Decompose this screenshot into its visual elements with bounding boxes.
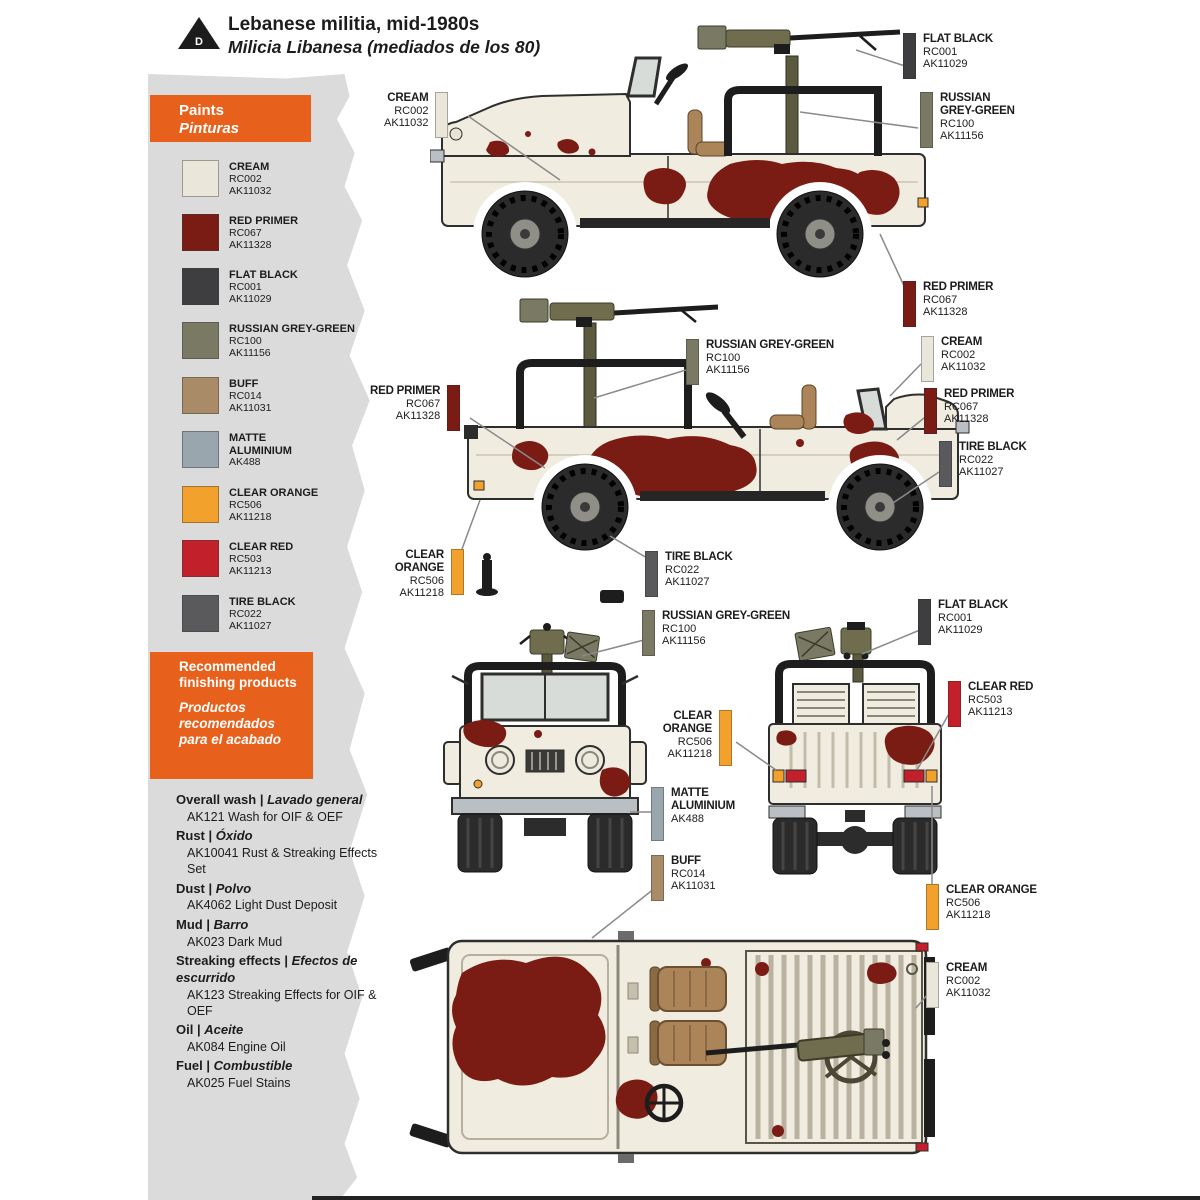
vehicle-front-view-illustration [438,622,653,892]
seat [650,967,726,1011]
callout-clear-orange: CLEAR ORANGE RC506 AK11218 [926,884,1037,930]
callout-red-primer: RED PRIMER RC067 AK11328 [370,385,470,431]
paint-item-cream: CREAM RC002 AK11032 [182,160,369,197]
paint-item-tire-black: TIRE BLACK RC022 AK11027 [182,595,369,632]
callout-cream: CREAM RC002 AK11032 [926,962,990,1008]
finishing-title-en: Recommended finishing products [179,659,297,690]
finishing-panel-header [150,652,313,779]
paints-panel-header [150,95,311,142]
list-item: Mud | Barro AK023 Dark Mud [176,916,283,949]
mirror [618,1154,634,1163]
paints-title-en: Paints [179,102,225,119]
callout-tire-black: TIRE BLACK RC022 AK11027 [645,551,733,597]
bottom-rule [312,1196,1200,1200]
step-marker-triangle-icon [176,14,222,52]
list-item: Dust | Polvo AK4062 Light Dust Deposit [176,880,338,913]
color-chip [182,595,219,632]
color-swatch [924,388,937,434]
color-swatch [645,551,658,597]
machine-gun [841,622,871,682]
color-chip [182,540,219,577]
color-chip [182,377,219,414]
callout-flat-black: FLAT BLACK RC001 AK11029 [903,33,993,79]
callout-clear-red: CLEAR RED RC503 AK11213 [948,681,1033,727]
rear-bumper [924,1059,935,1137]
brush-guard-bar [409,947,453,972]
seat [688,110,730,156]
color-swatch [918,599,931,645]
list-item: Streaking effects | Efectos de escurrido AK123 Streaking Effects for OIF & OEF [176,952,377,1018]
paint-item-matte-aluminium: MATTE ALUMINIUM AK488 [182,431,319,469]
roll-cage [728,90,878,156]
bumperette [905,806,941,818]
callout-russian-grey-green: RUSSIAN GREY-GREEN RC100 AK11156 [686,339,841,385]
callout-cream: CREAM RC002 AK11032 [921,336,985,382]
callout-cream: CREAM RC002 AK11032 [384,92,470,138]
wheel [482,191,568,277]
tail-light [916,1143,928,1151]
axle [524,818,566,836]
callout-russian-grey-green: RUSSIAN GREY-GREEN RC100 AK11156 [920,92,1018,148]
paint-item-red-primer: RED PRIMER RC067 AK11328 [182,214,369,251]
color-swatch [939,441,952,487]
color-swatch [926,962,939,1008]
svg-text:D: D [195,36,203,48]
steering-wheel [647,1086,681,1120]
color-chip [182,431,219,468]
list-item: Rust | Óxido AK10041 Rust & Streaking Effects Set [176,828,378,877]
vehicle-rear-view-illustration [745,622,965,892]
jerry-can [795,627,835,661]
callout-red-primer: RED PRIMER RC067 AK11328 [924,388,1014,434]
color-swatch [651,787,664,841]
front-bumper [452,798,638,814]
headlight [486,746,514,774]
color-swatch [921,336,934,382]
fuel-pump-accessory [476,553,498,596]
seat [770,385,816,429]
color-swatch [435,92,448,138]
vehicle-side-view-1-illustration [430,22,940,282]
paint-item-russian-grey-green: RUSSIAN GREY-GREEN RC100 AK11156 [182,322,369,359]
differential [841,826,869,854]
seat [650,1021,726,1065]
paint-item-buff: BUFF RC014 AK11031 [182,377,369,414]
callout-red-primer: RED PRIMER RC067 AK11328 [903,281,993,327]
callout-buff: BUFF RC014 AK11031 [651,855,715,901]
color-swatch [903,281,916,327]
color-chip [182,214,219,251]
turn-signal [474,780,482,788]
jack-accessory [600,590,624,603]
paint-item-clear-red: CLEAR RED RC503 AK11213 [182,540,369,577]
color-swatch [948,681,961,727]
callout-matte-aluminium: MATTE ALUMINIUM AK488 [651,787,751,841]
seat-backs [793,684,919,724]
list-item: Fuel | Combustible AK025 Fuel Stains [176,1058,293,1091]
callout-tire-black: TIRE BLACK RC022 AK11027 [939,441,1027,487]
color-chip [182,486,219,523]
mirror [618,931,634,940]
callout-clear-orange: CLEAR ORANGE RC506 AK11218 [356,549,464,599]
color-swatch [447,385,460,431]
callout-flat-black: FLAT BLACK RC001 AK11029 [918,599,1008,645]
finishing-products-list [176,792,384,1094]
page-subtitle: Milicia Libanesa (mediados de los 80) [228,37,541,57]
bumperette [769,806,805,818]
color-chip [182,160,219,197]
wheel [837,464,923,550]
callout-russian-grey-green: RUSSIAN GREY-GREEN RC100 AK11156 [642,610,797,656]
wheel [542,464,628,550]
headlight [576,746,604,774]
color-chip [182,268,219,305]
color-swatch [651,855,664,901]
page-title: Lebanese militia, mid-1980s [228,14,480,35]
paint-item-clear-orange: CLEAR ORANGE RC506 AK11218 [182,486,369,523]
finishing-title-es: Productos recomendados para el acabado [179,699,282,747]
vehicle-hood [442,94,630,156]
windshield [628,58,660,96]
color-swatch [903,33,916,79]
color-chip [182,322,219,359]
jerry-can [564,632,599,662]
list-item: Overall wash | Lavado general AK121 Wash for OIF & OEF [176,792,363,824]
color-swatch [920,92,933,148]
roll-cage [520,363,688,429]
tail-light [916,943,928,951]
vehicle-top-view-illustration [406,925,936,1170]
wheel [777,191,863,277]
color-swatch [686,339,699,385]
color-swatch [719,710,732,766]
callout-clear-orange: CLEAR ORANGE RC506 AK11218 [652,710,734,766]
brush-guard-bar [409,1123,453,1148]
list-item: Oil | Aceite AK084 Engine Oil [176,1022,286,1054]
color-swatch [451,549,464,595]
rear-signal-light [474,481,484,490]
rear-signal-light [918,198,928,207]
color-swatch [926,884,939,930]
paints-title-es: Pinturas [179,119,240,137]
paint-item-flat-black: FLAT BLACK RC001 AK11029 [182,268,369,305]
color-swatch [642,610,655,656]
